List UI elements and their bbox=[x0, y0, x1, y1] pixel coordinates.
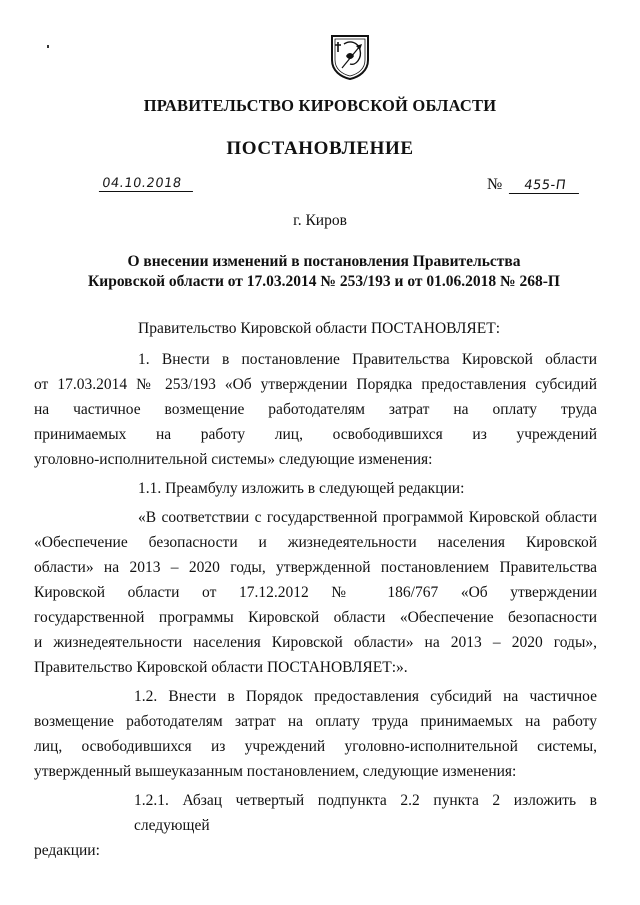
paragraph-1-line: от 17.03.2014 № 253/193 «Об утверждении Порядка предоставления субсидий bbox=[34, 376, 597, 393]
paragraph-1-2 bbox=[34, 684, 597, 784]
quote-line: Правительство Кировской области ПОСТАНОВЛЯЕТ:». bbox=[34, 659, 408, 676]
paragraph-1-line: на частичное возмещение работодателям затрат на оплату труда bbox=[34, 401, 597, 418]
heading-line-1: О внесении изменений в постановления Правительства bbox=[127, 253, 521, 270]
document-date: 04.10.2018 bbox=[99, 176, 195, 192]
quote-line: Кировской области от 17.12.2012 № 186/767 «Об утверждении bbox=[34, 584, 597, 601]
paragraph-1-2-line: 1.2. Внести в Порядок предоставления субсидий на частичное bbox=[134, 688, 597, 705]
heading-line-2: Кировской области от 17.03.2014 № 253/193 и от 01.06.2018 № 268-П bbox=[88, 273, 560, 290]
scan-speck bbox=[47, 45, 49, 48]
document-type: ПОСТАНОВЛЕНИЕ bbox=[226, 138, 414, 159]
number-sign: № bbox=[487, 176, 503, 193]
quote-line: государственной программы Кировской области «Обеспечение безопасности bbox=[34, 609, 597, 626]
paragraph-1-2-1-line: редакции: bbox=[34, 842, 100, 859]
paragraph-1-2-1 bbox=[34, 788, 597, 863]
number-value: 455-П bbox=[509, 178, 581, 194]
paragraph-1-2-line: возмещение работодателям затрат на оплату труда принимаемых на работу bbox=[34, 713, 597, 730]
preamble-quote bbox=[34, 505, 597, 680]
kirov-oblast-coat-of-arms-icon bbox=[330, 34, 370, 80]
city: г. Киров bbox=[293, 212, 347, 229]
paragraph-1-2-line: лиц, освободившихся из учреждений уголовно-исполнительной системы, bbox=[34, 738, 597, 755]
paragraph-1-2-1-line: 1.2.1. Абзац четвертый подпункта 2.2 пункта 2 изложить в следующей bbox=[134, 792, 597, 834]
paragraph-1-2-line: утвержденный вышеуказанным постановлением, следующие изменения: bbox=[34, 763, 517, 780]
paragraph-1-1: 1.1. Преамбулу изложить в следующей редакции: bbox=[138, 480, 465, 497]
government-title: ПРАВИТЕЛЬСТВО КИРОВСКОЙ ОБЛАСТИ bbox=[143, 96, 497, 115]
paragraph-1-line: уголовно-исполнительной системы» следующие изменения: bbox=[34, 451, 433, 468]
paragraph-1-line: принимаемых на работу лиц, освободившихся из учреждений bbox=[34, 426, 597, 443]
document-number bbox=[487, 176, 580, 194]
paragraph-1 bbox=[34, 347, 597, 472]
quote-line: «В соответствии с государственной программой Кировской области bbox=[138, 509, 597, 526]
intro-paragraph: Правительство Кировской области ПОСТАНОВЛЯЕТ: bbox=[138, 320, 501, 337]
quote-line: области» на 2013 – 2020 годы, утвержденной постановлением Правительства bbox=[34, 559, 597, 576]
document-heading bbox=[60, 252, 588, 292]
paragraph-1-line: 1. Внести в постановление Правительства Кировской области bbox=[138, 351, 597, 368]
document-body bbox=[34, 316, 597, 863]
quote-line: «Обеспечение безопасности и жизнедеятельности населения Кировской bbox=[34, 534, 597, 551]
quote-line: и жизнедеятельности населения Кировской области» на 2013 – 2020 годы», bbox=[34, 634, 597, 651]
